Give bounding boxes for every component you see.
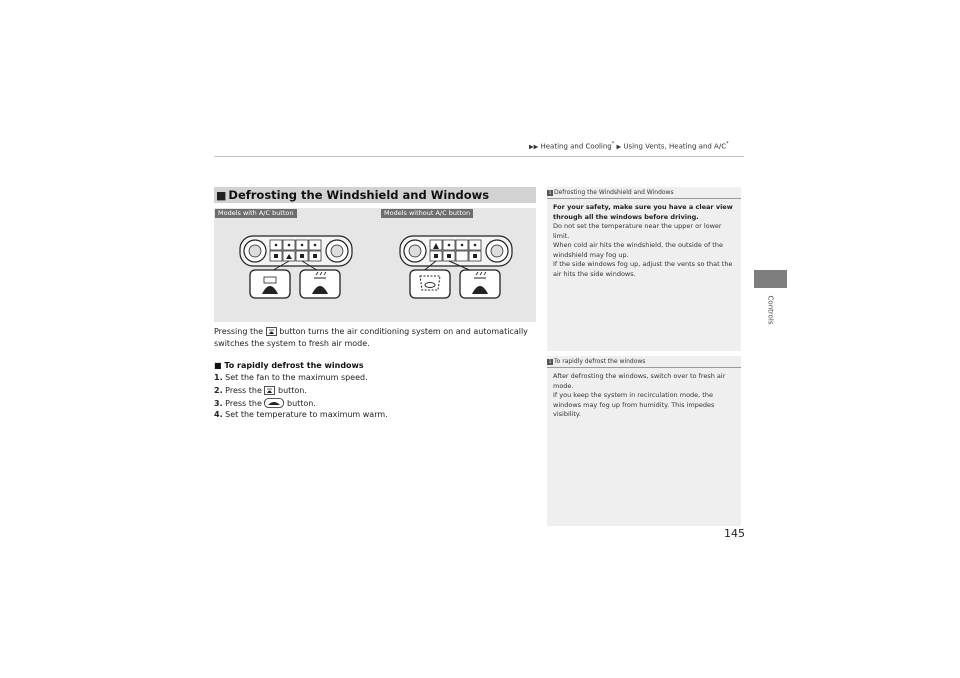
step-3: 3. Press the button.: [214, 399, 316, 408]
defrost-icon: [266, 327, 277, 336]
climate-control-illustration: [214, 218, 536, 322]
section-marker: ■: [216, 188, 227, 202]
note-line: If the side windows fog up, adjust the vents so that the air hits the side windows.: [553, 260, 733, 278]
reference-icon: 1: [548, 359, 552, 364]
breadcrumb-heating-cooling[interactable]: Heating and Cooling: [540, 142, 612, 151]
chapter-tab-marker: [754, 270, 787, 288]
footnote-mark: *: [611, 141, 615, 147]
footnote-mark: *: [726, 141, 729, 147]
subsection-title: ■ To rapidly defrost the windows: [214, 361, 364, 370]
figure-label-with-ac: Models with A/C button: [215, 209, 297, 218]
breadcrumb: [529, 141, 729, 150]
body-paragraph: Pressing the button turns the air conditioning system on and automatically switches the system to fresh air mode.: [214, 327, 528, 348]
section-title: Defrosting the Windshield and Windows: [228, 188, 490, 202]
reference-icon: 1: [548, 190, 552, 195]
control-panel-without-ac: [400, 236, 512, 298]
chapter-tab-label[interactable]: Controls: [766, 295, 775, 325]
note-heading: 1 To rapidly defrost the windows: [547, 356, 741, 368]
note-defrosting: [547, 187, 741, 351]
note-line: Do not set the temperature near the upper or lower limit.: [553, 222, 722, 240]
note-line: After defrosting the windows, switch over to fresh air mode.: [553, 372, 726, 390]
step-2: 2. Press the button.: [214, 386, 307, 395]
header-divider: [214, 156, 744, 157]
figure-label-without-ac: Models without A/C button: [381, 209, 473, 218]
breadcrumb-vents[interactable]: Using Vents, Heating and A/C: [623, 142, 727, 151]
fresh-air-mode-icon: [264, 398, 284, 408]
arrow-right-icon: ▶▶: [529, 143, 539, 151]
page-number: 145: [724, 527, 745, 540]
note-heading: 1 Defrosting the Windshield and Windows: [547, 187, 741, 199]
note-line: If you keep the system in recirculation mode, the windows may fog up from humidity. This impedes visibility.: [553, 391, 715, 418]
step-4: 4. Set the temperature to maximum warm.: [214, 410, 388, 419]
control-panel-with-ac: [240, 236, 352, 298]
arrow-right-icon: ▶: [616, 143, 622, 151]
step-1: 1. Set the fan to the maximum speed.: [214, 373, 368, 382]
note-rapid-defrost: [547, 356, 741, 526]
defrost-icon: [264, 386, 275, 395]
note-line: When cold air hits the windshield, the outside of the windshield may fog up.: [553, 241, 723, 259]
section-title-bar: [214, 187, 536, 203]
safety-warning: For your safety, make sure you have a clear view through all the windows before driving.: [553, 203, 733, 221]
